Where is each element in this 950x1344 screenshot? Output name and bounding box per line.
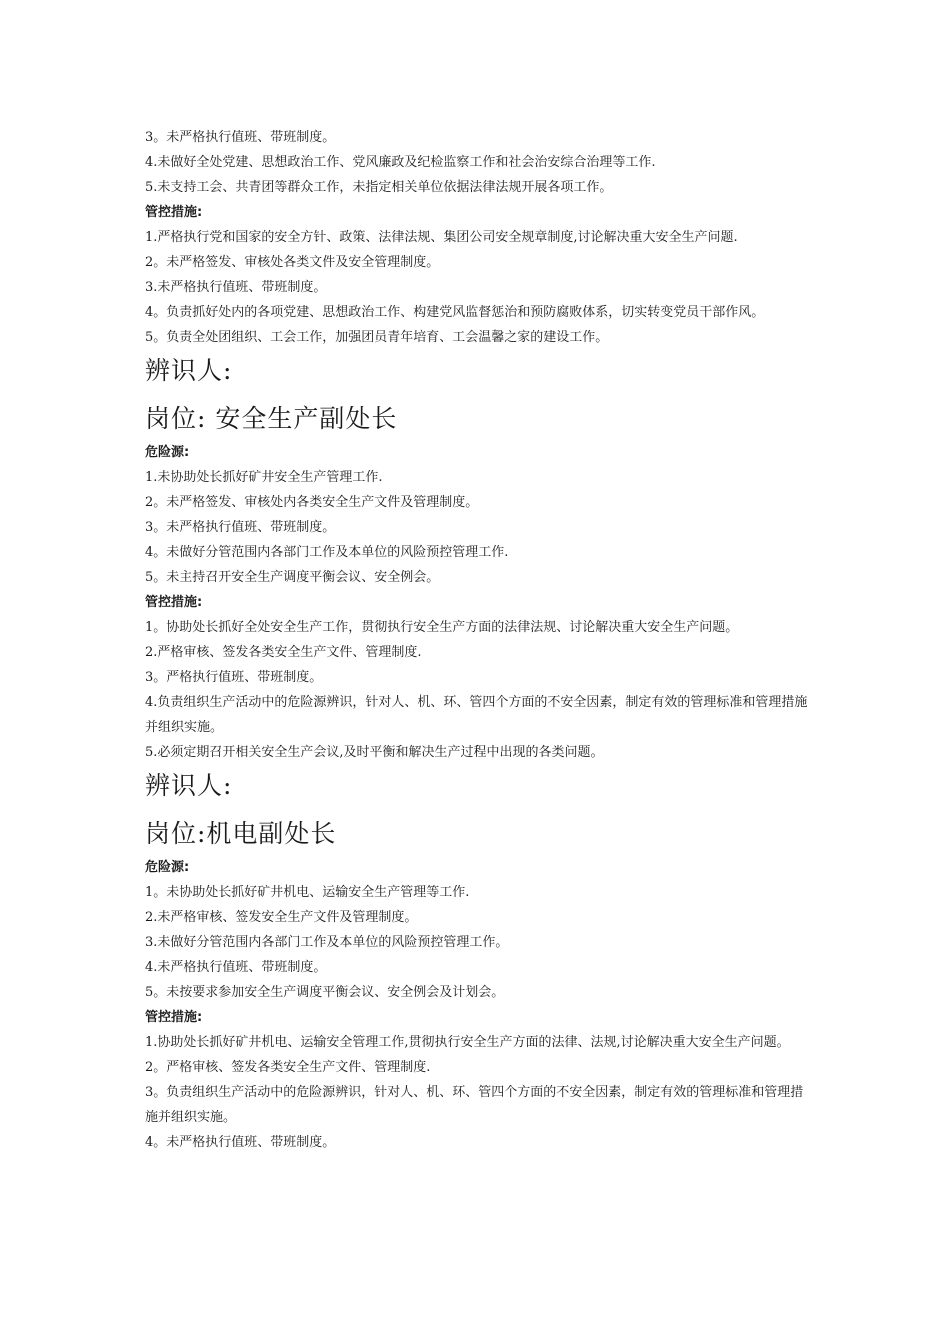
measure-item: 4.负责组织生产活动中的危险源辨识，针对人、机、环、管四个方面的不安全因素，制定有效的管理标准和管理措施并组织实施。 — [145, 695, 808, 735]
post-heading: 岗位:机电副处长 — [145, 819, 337, 848]
hazard-item: 3。未严格执行值班、带班制度。 — [145, 520, 336, 535]
measure-item: 4。未严格执行值班、带班制度。 — [145, 1135, 336, 1150]
post-heading: 岗位: 安全生产副处长 — [145, 404, 398, 433]
measure-item: 2.严格审核、签发各类安全生产文件、管理制度. — [145, 645, 422, 660]
hazards-label: 危险源: — [145, 445, 190, 460]
measure-item: 1。协助处长抓好全处安全生产工作，贯彻执行安全生产方面的法律法规、讨论解决重大安全生产问题。 — [145, 620, 739, 635]
measures-label: 管控措施: — [145, 1010, 203, 1025]
section-mech-deputy — [145, 765, 810, 1155]
measures-label: 管控措施: — [145, 595, 203, 610]
hazard-item: 4.未做好全处党建、思想政治工作、党风廉政及纪检监察工作和社会治安综合治理等工作. — [145, 155, 656, 170]
hazard-item: 1.未协助处长抓好矿井安全生产管理工作. — [145, 470, 383, 485]
measure-item: 2。未严格签发、审核处各类文件及安全管理制度。 — [145, 255, 440, 270]
measure-item: 5.必须定期召开相关安全生产会议,及时平衡和解决生产过程中出现的各类问题。 — [145, 745, 604, 760]
hazard-item: 4.未严格执行值班、带班制度。 — [145, 960, 327, 975]
measure-item: 4。负责抓好处内的各项党建、思想政治工作、构建党风监督惩治和预防腐败体系，切实转变党员干部作风。 — [145, 305, 765, 320]
hazard-item: 2.未严格审核、签发安全生产文件及管理制度。 — [145, 910, 418, 925]
hazard-item: 2。未严格签发、审核处内各类安全生产文件及管理制度。 — [145, 495, 479, 510]
hazard-item: 5。未按要求参加安全生产调度平衡会议、安全例会及计划会。 — [145, 985, 505, 1000]
hazards-label: 危险源: — [145, 860, 190, 875]
measure-item: 1.严格执行党和国家的安全方针、政策、法律法规、集团公司安全规章制度,讨论解决重大安全生产问题. — [145, 230, 738, 245]
identifier-heading: 辨识人: — [145, 356, 233, 385]
measure-item: 5。负责全处团组织、工会工作，加强团员青年培育、工会温馨之家的建设工作。 — [145, 330, 609, 345]
hazard-item: 1。未协助处长抓好矿井机电、运输安全生产管理等工作. — [145, 885, 470, 900]
measure-item: 3.未严格执行值班、带班制度。 — [145, 280, 327, 295]
measures-label: 管控措施: — [145, 205, 203, 220]
hazard-item: 4。未做好分管范围内各部门工作及本单位的风险预控管理工作. — [145, 545, 509, 560]
measure-item: 1.协助处长抓好矿井机电、运输安全管理工作,贯彻执行安全生产方面的法律、法规,讨论解决重大安全生产问题。 — [145, 1035, 790, 1050]
section-safety-deputy — [145, 350, 810, 765]
hazard-item: 5.未支持工会、共青团等群众工作，未指定相关单位依据法律法规开展各项工作。 — [145, 180, 613, 195]
measure-item: 3。严格执行值班、带班制度。 — [145, 670, 323, 685]
hazard-item: 3。未严格执行值班、带班制度。 — [145, 130, 336, 145]
hazard-item: 3.未做好分管范围内各部门工作及本单位的风险预控管理工作。 — [145, 935, 509, 950]
section-top — [145, 125, 810, 350]
measure-item: 3。负责组织生产活动中的危险源辨识，针对人、机、环、管四个方面的不安全因素，制定有效的管理标准和管理措施并组织实施。 — [145, 1085, 804, 1125]
document-page — [145, 125, 810, 1155]
measure-item: 2。严格审核、签发各类安全生产文件、管理制度. — [145, 1060, 431, 1075]
identifier-heading: 辨识人: — [145, 771, 233, 800]
hazard-item: 5。未主持召开安全生产调度平衡会议、安全例会。 — [145, 570, 440, 585]
